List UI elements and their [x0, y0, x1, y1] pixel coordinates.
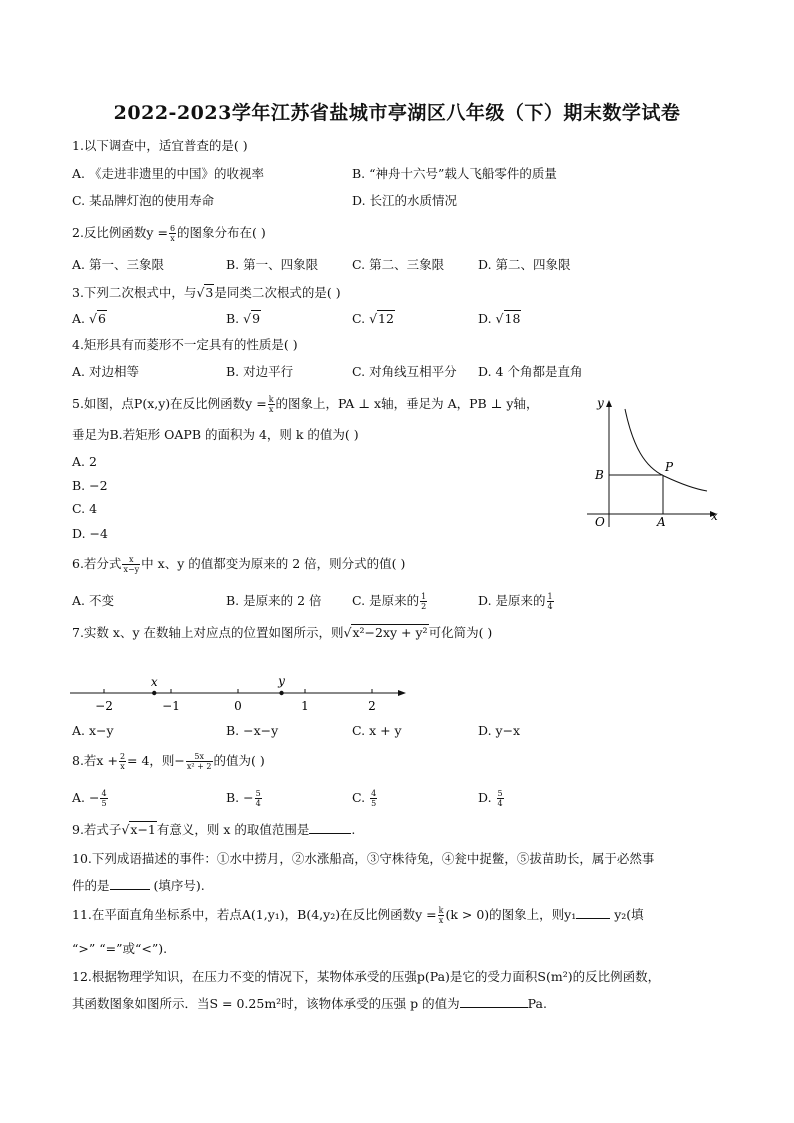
q6-option-a: A. 不变 [72, 593, 114, 608]
q3-a-sqrt: √6 [89, 311, 106, 326]
q9-radicand: x−1 [130, 822, 156, 837]
q1-option-c: C. 某品牌灯泡的使用寿命 [72, 193, 215, 208]
q8-d-fraction [497, 789, 504, 808]
q2-frac-den: x [170, 234, 175, 243]
q8-option-b [226, 789, 263, 808]
q6-c-num: 1 [421, 592, 427, 601]
q6-c-den: 2 [421, 602, 427, 611]
q9-answer-blank[interactable] [309, 833, 351, 834]
q7-tick-label: −2 [95, 699, 113, 713]
q9-stem-pre: 9.若式子 [72, 822, 122, 837]
q1-option-a: A. 《走进非遗里的中国》的收视率 [72, 166, 264, 181]
q12-answer-blank[interactable] [460, 1007, 528, 1008]
q9-end: . [351, 822, 356, 837]
q7-stem-post: 可化简为( ) [428, 625, 493, 640]
q3-d-radicand: 18 [504, 311, 521, 326]
q3-b-radicand: 9 [252, 311, 261, 326]
q12-stem-line1: 12.根据物理学知识，在压力不变的情况下，某物体承受的压强p(Pa)是它的受力面积S(m²)的反比例函数， [72, 969, 661, 984]
q1-option-b: B. “神舟十六号”载人飞船零件的质量 [352, 166, 557, 181]
q4-option-b: B. 对边平行 [226, 364, 294, 379]
q3-a-letter: A. [72, 311, 86, 326]
q8-fraction-2 [186, 752, 213, 771]
q7-tick-label: 1 [301, 699, 309, 713]
q10-line2-pre: 件的是 [72, 878, 110, 893]
q3-option-a [72, 310, 107, 328]
q5-option-c: C. 4 [72, 501, 98, 516]
q8-option-d [478, 789, 505, 808]
q8-stem [72, 752, 265, 771]
q8-b-letter: B. − [226, 790, 254, 805]
q2-stem-post: 的图象分布在( ) [177, 225, 266, 240]
q7-option-c: C. x + y [352, 723, 402, 738]
q5-frac-den: x [268, 405, 274, 414]
q7-option-d: D. y−x [478, 723, 521, 738]
q6-d-den: 4 [547, 602, 553, 611]
q9-stem-post: 有意义，则 x 的取值范围是 [156, 822, 310, 837]
q6-option-d [478, 592, 555, 611]
q7-tick-label: 0 [234, 699, 242, 713]
q3-c-sqrt: √12 [369, 311, 394, 326]
q11-stem-line2: “>” “=”或“<”). [72, 941, 168, 956]
q3-option-b [226, 310, 261, 328]
q6-frac-den: x−y [123, 565, 140, 574]
q8-a-letter: A. − [72, 790, 100, 805]
q2-option-a: A. 第一、三象限 [72, 257, 164, 272]
q5-graph [585, 395, 725, 530]
q6-option-c [352, 592, 428, 611]
q8-c-letter: C. [352, 790, 366, 805]
q11-stem [72, 906, 644, 925]
q10-stem-line2 [72, 877, 205, 895]
q10-line2-post: (填序号). [149, 878, 205, 893]
q4-option-a: A. 对边相等 [72, 364, 139, 379]
q5-hyperbola-curve [625, 409, 707, 491]
q7-sqrt: √x²−2xy + y² [343, 625, 428, 640]
q11-answer-blank[interactable] [576, 918, 610, 919]
q8-a-fraction [100, 789, 107, 808]
q6-stem-pre: 6.若分式 [72, 556, 122, 571]
q8-d-den: 4 [497, 799, 503, 808]
q4-option-d: D. 4 个角都是直角 [478, 364, 583, 379]
q5-option-d: D. −4 [72, 526, 108, 541]
q10-answer-blank[interactable] [110, 889, 150, 890]
q7-label-y: y [278, 674, 285, 688]
q12-stem-line2 [72, 995, 547, 1013]
q12-line2-post: Pa. [527, 996, 547, 1011]
q6-stem [72, 555, 405, 574]
q6-stem-post: 中 x、y 的值都变为原来的 2 倍，则分式的值( ) [141, 556, 406, 571]
q11-stem-mid: (k > 0)的图象上，则y₁ [445, 907, 577, 922]
q7-axis-arrow [398, 690, 406, 696]
q6-d-text: D. 是原来的 [478, 593, 546, 608]
q8-c-fraction [370, 789, 377, 808]
q2-fraction [169, 224, 176, 243]
q3-d-letter: D. [478, 311, 492, 326]
q7-option-a: A. x−y [72, 723, 114, 738]
q8-d-num: 5 [497, 789, 503, 798]
q6-d-fraction [547, 592, 554, 611]
q2-option-d: D. 第二、四象限 [478, 257, 571, 272]
q5-stem [72, 395, 538, 414]
q8-f2-den: x² + 2 [186, 762, 212, 771]
q2-stem-pre: 2.反比例函数y = [72, 225, 168, 240]
q4-stem: 4.矩形具有而菱形不一定具有的性质是( ) [72, 337, 298, 352]
q5-fraction [268, 395, 275, 414]
q3-radicand: 3 [205, 285, 214, 300]
q1-option-d: D. 长江的水质情况 [352, 193, 458, 208]
q8-b-den: 4 [255, 799, 261, 808]
q5-label-p: P [665, 460, 674, 474]
q8-stem-mid: = 4，则− [127, 753, 185, 768]
q7-option-b: B. −x−y [226, 723, 279, 738]
q3-b-sqrt: √9 [243, 311, 261, 326]
q11-frac-den: x [438, 916, 444, 925]
q8-fraction-1 [119, 752, 126, 771]
q5-stem-post: 的图象上，PA ⊥ x轴，垂足为 A，PB ⊥ y轴， [275, 396, 539, 411]
q8-a-den: 5 [101, 799, 107, 808]
q8-a-num: 4 [101, 789, 107, 798]
q6-d-num: 1 [547, 592, 553, 601]
q2-option-b: B. 第一、四象限 [226, 257, 319, 272]
q3-stem [72, 284, 341, 302]
q8-b-fraction [255, 789, 262, 808]
q3-c-letter: C. [352, 311, 366, 326]
q5-label-x: x [711, 509, 718, 523]
q9-sqrt: √x−1 [121, 822, 156, 837]
q5-y-arrow [606, 400, 612, 407]
q11-fraction [438, 906, 445, 925]
q2-option-c: C. 第二、三象限 [352, 257, 445, 272]
q3-a-radicand: 6 [97, 311, 106, 326]
q5-label-a: A [657, 515, 666, 529]
q3-b-letter: B. [226, 311, 240, 326]
q6-option-b: B. 是原来的 2 倍 [226, 593, 322, 608]
q4-option-c: C. 对角线互相平分 [352, 364, 457, 379]
q11-stem-pre: 11.在平面直角坐标系中，若点A(1,y₁)，B(4,y₂)在反比例函数y = [72, 907, 437, 922]
q3-option-d [478, 310, 521, 328]
q7-radicand: x²−2xy + y² [352, 625, 428, 640]
q5-stem-pre: 5.如图，点P(x,y)在反比例函数y = [72, 396, 267, 411]
q3-stem-pre: 3.下列二次根式中，与 [72, 285, 197, 300]
q8-c-den: 5 [371, 799, 377, 808]
q6-c-fraction [420, 592, 427, 611]
q6-fraction [122, 555, 140, 574]
q7-point-y [279, 691, 283, 695]
q8-option-c [352, 789, 378, 808]
q7-stem [72, 624, 492, 642]
q8-b-num: 5 [255, 789, 261, 798]
q7-tick-label: −1 [162, 699, 180, 713]
q7-stem-pre: 7.实数 x、y 在数轴上对应点的位置如图所示，则 [72, 625, 344, 640]
q6-c-text: C. 是原来的 [352, 593, 420, 608]
q7-tick-label: 2 [368, 699, 376, 713]
q5-frac-num: k [268, 395, 274, 404]
q3-stem-post: 是同类二次根式的是( ) [214, 285, 341, 300]
q8-d-letter: D. [478, 790, 492, 805]
q8-c-num: 4 [371, 789, 377, 798]
exam-title: 2022-2023学年江苏省盐城市亭湖区八年级（下）期末数学试卷 [113, 102, 681, 124]
q5-label-b: B [595, 468, 604, 482]
q7-number-line [68, 672, 413, 716]
q1-stem: 1.以下调查中，适宜普查的是( ) [72, 138, 248, 153]
q9-stem [72, 821, 355, 839]
q5-label-y: y [597, 396, 604, 410]
q2-frac-num: 6 [169, 224, 176, 233]
q3-c-radicand: 12 [378, 311, 394, 326]
q3-d-sqrt: √18 [495, 311, 521, 326]
q11-stem-post: y₂(填 [610, 907, 644, 922]
q5-option-b: B. −2 [72, 478, 108, 493]
q11-frac-num: k [438, 906, 444, 915]
q6-frac-num: x [122, 555, 140, 565]
q3-sqrt: √3 [196, 285, 214, 300]
q5-label-o: O [595, 515, 605, 529]
q8-f1-num: 2 [119, 752, 126, 761]
q5-stem-line2: 垂足为B.若矩形 OAPB 的面积为 4，则 k 的值为( ) [72, 427, 359, 442]
q8-option-a [72, 789, 109, 808]
q8-stem-pre: 8.若x + [72, 753, 118, 768]
q7-label-x: x [150, 675, 158, 689]
q8-stem-post: 的值为( ) [213, 753, 265, 768]
q3-option-c [352, 310, 395, 328]
q5-option-a: A. 2 [72, 454, 97, 469]
q8-f2-num: 5x [186, 752, 213, 762]
q10-stem-line1: 10.下列成语描述的事件：①水中捞月，②水涨船高，③守株待兔，④瓮中捉鳖，⑤拔苗助长，属于必然事 [72, 851, 655, 866]
q8-f1-den: x [120, 762, 125, 771]
q2-stem [72, 224, 266, 243]
q7-point-x [152, 691, 156, 695]
q12-line2-pre: 其函数图象如图所示．当S = 0.25m²时，该物体承受的压强 p 的值为 [72, 996, 460, 1011]
